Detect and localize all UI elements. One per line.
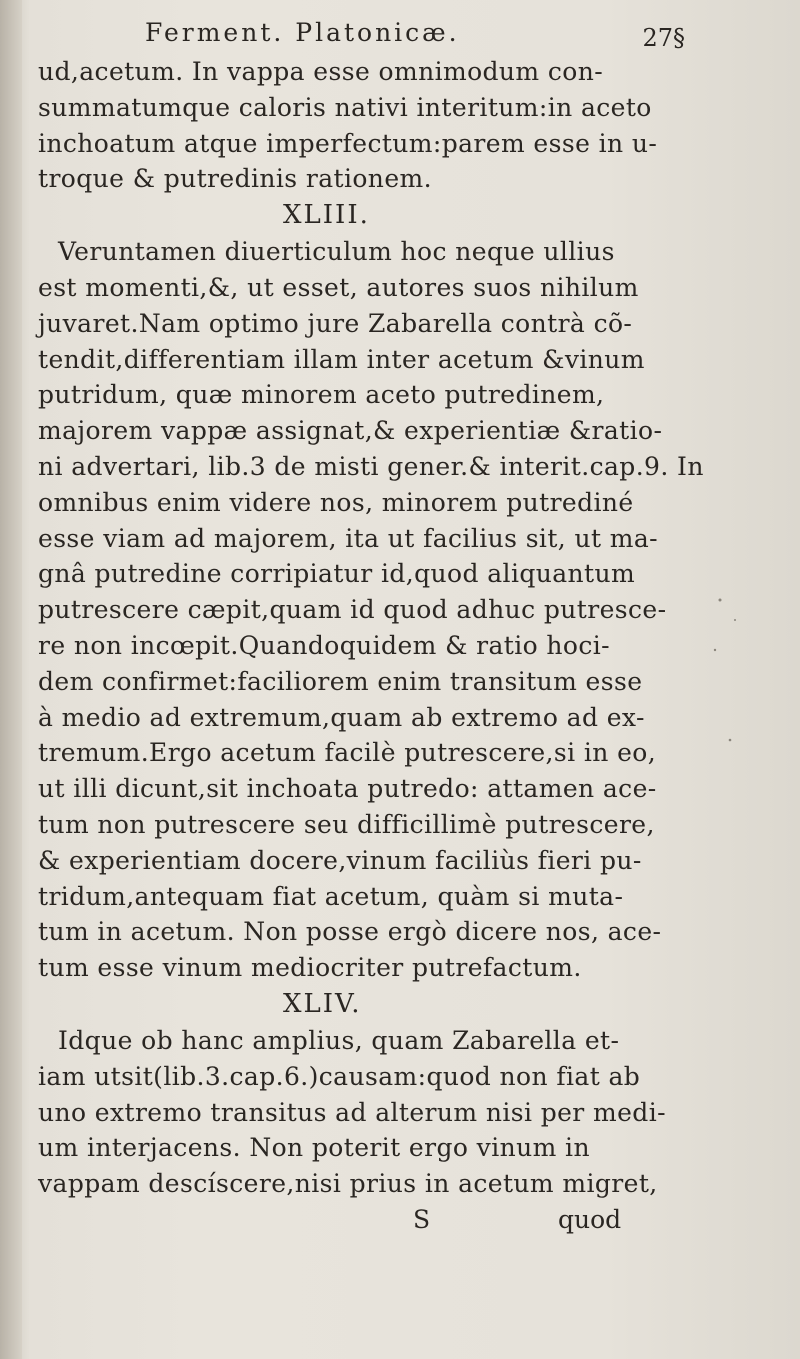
text-line: tendit,differentiam illam inter acetum &vinum bbox=[38, 344, 645, 374]
text-line: à medio ad extremum,quam ab extremo ad ex- bbox=[38, 702, 645, 732]
text-line: gnâ putredine corripiatur id,quod aliquantum bbox=[38, 559, 636, 589]
text-line: juvaret.Nam optimo jure Zabarella contrà cõ- bbox=[38, 308, 633, 338]
text-line: tum esse vinum mediocriter putrefactum. bbox=[38, 953, 582, 983]
text-line: tridum,antequam fiat acetum, quàm si muta- bbox=[38, 881, 624, 911]
text-line: um interjacens. Non poterit ergo vinum in bbox=[38, 1133, 590, 1163]
running-title: Ferment. Platonicæ. bbox=[145, 18, 460, 47]
section-heading: XLIII. bbox=[283, 200, 370, 231]
page-gutter bbox=[0, 0, 22, 1359]
text-line: ud,acetum. In vappa esse omnimodum con- bbox=[38, 57, 604, 86]
section-heading: XLIV. bbox=[283, 988, 362, 1019]
text-line: re non incœpit.Quandoquidem & ratio hoci- bbox=[38, 630, 611, 660]
body-text bbox=[38, 54, 704, 1238]
text-line: & experientiam docere,vinum faciliùs fieri pu- bbox=[38, 845, 642, 875]
signature-mark: S bbox=[413, 1204, 431, 1234]
text-line: Idque ob hanc amplius, quam Zabarella et- bbox=[58, 1025, 620, 1055]
text-line: putrescere cæpit,quam id quod adhuc putresce- bbox=[38, 595, 667, 625]
page-number: 27§ bbox=[642, 24, 685, 52]
text-line: summatumque caloris nativi interitum:in aceto bbox=[38, 92, 652, 122]
text-line: tum in acetum. Non posse ergò dicere nos, ace- bbox=[38, 917, 662, 947]
text-line: tremum.Ergo acetum facilè putrescere,si in eo, bbox=[38, 738, 657, 768]
text-line: esse viam ad majorem, ita ut facilius sit, ut ma- bbox=[38, 523, 659, 553]
text-line: uno extremo transitus ad alterum nisi per medi- bbox=[38, 1097, 666, 1127]
text-line: troque & putredinis rationem. bbox=[38, 164, 432, 194]
paper-specks bbox=[700, 580, 800, 780]
text-line: Veruntamen diuerticulum hoc neque ullius bbox=[58, 237, 615, 267]
text-line: putridum, quæ minorem aceto putredinem, bbox=[38, 380, 605, 410]
text-line: dem confirmet:faciliorem enim transitum esse bbox=[38, 666, 643, 696]
text-line: tum non putrescere seu difficillimè putrescere, bbox=[38, 809, 655, 839]
page-footer bbox=[38, 1202, 678, 1238]
text-line: iam utsit(lib.3.cap.6.)causam:quod non fiat ab bbox=[38, 1061, 641, 1091]
catchword: quod bbox=[558, 1204, 622, 1234]
text-line: vappam descíscere,nisi prius in acetum migret, bbox=[38, 1169, 658, 1199]
text-line: ni advertari, lib.3 de misti gener.& interit.cap.9. In bbox=[38, 451, 704, 481]
text-line: est momenti,&, ut esset, autores suos nihilum bbox=[38, 272, 639, 302]
text-line: ut illi dicunt,sit inchoata putredo: attamen ace- bbox=[38, 774, 657, 804]
text-line: majorem vappæ assignat,& experientiæ &ratio- bbox=[38, 416, 663, 446]
text-line: omnibus enim videre nos, minorem putrediné bbox=[38, 487, 634, 517]
text-line: inchoatum atque imperfectum:parem esse in u- bbox=[38, 128, 658, 158]
